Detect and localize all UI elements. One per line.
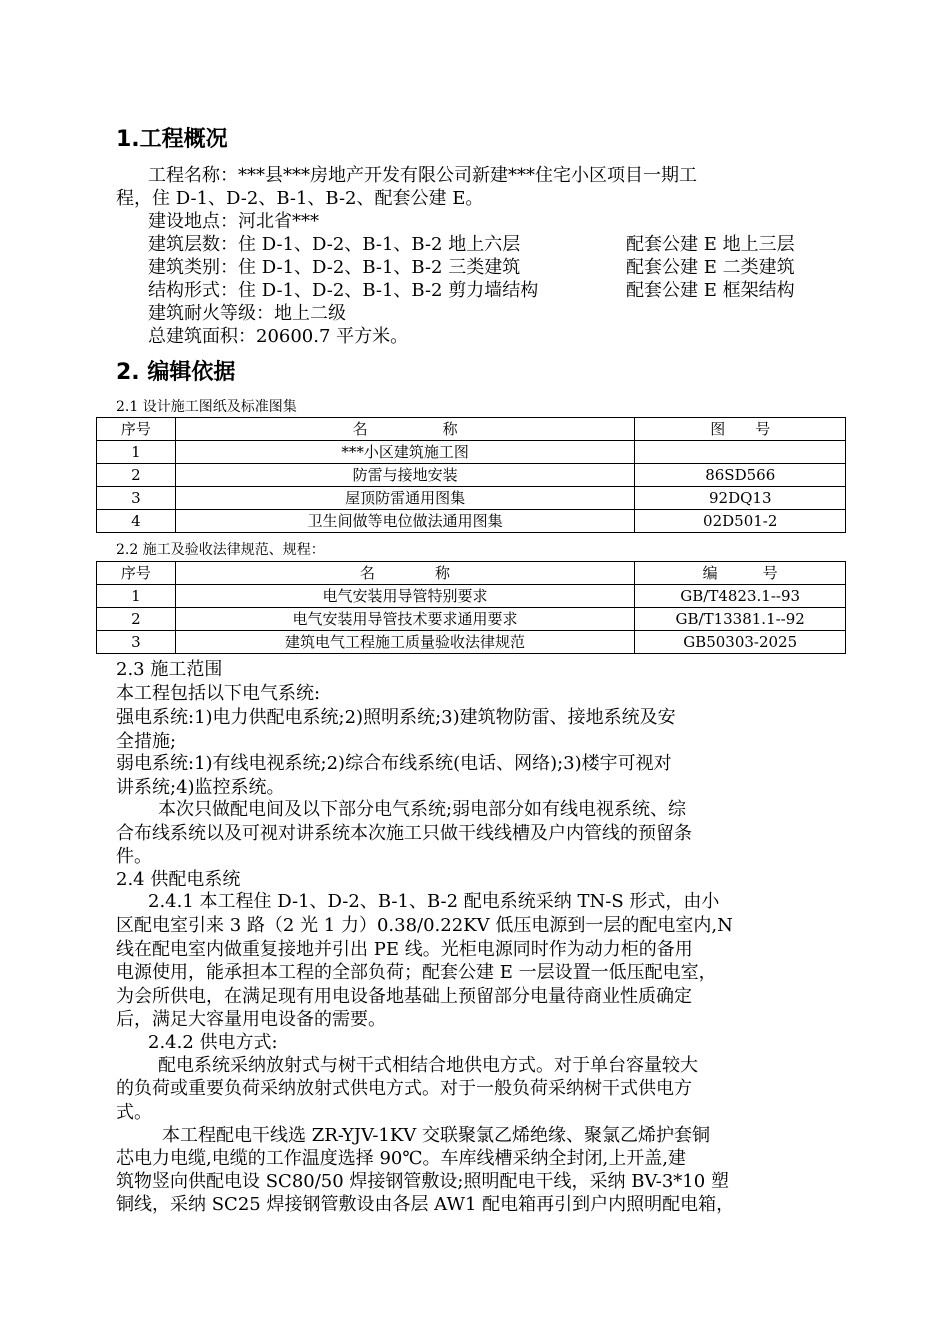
fire-rating-line: 建筑耐火等级：地上二级 bbox=[148, 303, 346, 324]
cell: 3 bbox=[97, 631, 176, 654]
cell: 建筑电气工程施工质量验收法律规范 bbox=[175, 631, 635, 654]
scope-line-1: 本工程包括以下电气系统: bbox=[116, 683, 321, 704]
table-row bbox=[97, 487, 846, 510]
header-cell: 编 号 bbox=[635, 562, 846, 585]
scope-line-4: 弱电系统:1)有线电视系统;2)综合布线系统(电话、网络);3)楼宇可视对 bbox=[116, 753, 672, 774]
supply-243-line-4: 铜线，采纳 SC25 焊接钢管敷设由各层 AW1 配电箱再引到户内照明配电箱， bbox=[116, 1194, 735, 1215]
cell: 4 bbox=[97, 510, 176, 533]
section-2-title: 2. 编辑依据 bbox=[116, 360, 236, 385]
cell: 1 bbox=[97, 441, 176, 464]
table-header-row bbox=[97, 418, 846, 441]
header-cell: 名 称 bbox=[175, 562, 635, 585]
scope-line-3: 全措施; bbox=[116, 731, 177, 752]
supply-241-line-6: 后，满足大容量用电设备的需要。 bbox=[116, 1009, 386, 1030]
total-area-line: 总建筑面积：20600.7 平方米。 bbox=[148, 326, 409, 347]
header-cell: 名 称 bbox=[175, 418, 635, 441]
supply-242-line-1: 配电系统采纳放射式与树干式相结合地供电方式。对于单台容量较大 bbox=[158, 1055, 698, 1076]
table-row bbox=[97, 585, 846, 608]
cell: ***小区建筑施工图 bbox=[175, 441, 635, 464]
cell: GB/T13381.1--92 bbox=[635, 608, 846, 631]
category-public: 配套公建 E 二类建筑 bbox=[626, 257, 795, 278]
supply-241-line-4: 电源使用，能承担本工程的全部负荷；配套公建 E 一层设置一低压配电室， bbox=[116, 962, 717, 983]
header-cell: 序号 bbox=[97, 562, 176, 585]
structure-public: 配套公建 E 框架结构 bbox=[626, 280, 795, 301]
category-line bbox=[148, 256, 872, 279]
cell: 3 bbox=[97, 487, 176, 510]
supply-241-line-2: 区配电室引来 3 路（2 光 1 力）0.38/0.22KV 低压电源到一层的配电室内,N bbox=[116, 915, 733, 936]
supply-241-line-1: 2.4.1 本工程住 D-1、D-2、B-1、B-2 配电系统采纳 TN-S 形式，由小 bbox=[148, 891, 720, 912]
cell: 防雷与接地安装 bbox=[175, 464, 635, 487]
floors-residential: 建筑层数：住 D-1、D-2、B-1、B-2 地上六层 bbox=[148, 234, 521, 255]
project-name-line-2: 程，住 D-1、D-2、B-1、B-2、配套公建 E。 bbox=[116, 188, 484, 209]
cell: 02D501-2 bbox=[635, 510, 846, 533]
table-row bbox=[97, 441, 846, 464]
cell: 1 bbox=[97, 585, 176, 608]
header-cell: 序号 bbox=[97, 418, 176, 441]
standards-table bbox=[96, 561, 846, 654]
cell: GB50303-2025 bbox=[635, 631, 846, 654]
drawings-table bbox=[96, 417, 846, 533]
table-row bbox=[97, 510, 846, 533]
cell: 电气安装用导管特别要求 bbox=[175, 585, 635, 608]
scope-line-7: 合布线系统以及可视对讲系统本次施工只做干线线槽及户内管线的预留条 bbox=[116, 823, 692, 844]
table-row bbox=[97, 464, 846, 487]
cell: 86SD566 bbox=[635, 464, 846, 487]
scope-line-2: 强电系统:1)电力供配电系统;2)照明系统;3)建筑物防雷、接地系统及安 bbox=[116, 707, 676, 728]
cell: 卫生间做等电位做法通用图集 bbox=[175, 510, 635, 533]
table-row bbox=[97, 608, 846, 631]
supply-242-line-2: 的负荷或重要负荷采纳放射式供电方式。对于一般负荷采纳树干式供电方 bbox=[116, 1078, 692, 1099]
site-line: 建设地点：河北省*** bbox=[148, 211, 319, 232]
floors-line bbox=[148, 233, 872, 256]
supply-243-line-2: 芯电力电缆,电缆的工作温度选择 90℃。车库线槽采纳全封闭,上开盖,建 bbox=[116, 1148, 686, 1169]
supply-title: 2.4 供配电系统 bbox=[116, 869, 241, 890]
scope-title: 2.3 施工范围 bbox=[116, 659, 223, 680]
supply-243-line-3: 筑物竖向供配电设 SC80/50 焊接钢管敷设;照明配电干线，采纳 BV-3*10 塑 bbox=[116, 1171, 729, 1192]
structure-residential: 结构形式：住 D-1、D-2、B-1、B-2 剪力墙结构 bbox=[148, 280, 539, 301]
supply-242-line-3: 式。 bbox=[116, 1102, 152, 1123]
scope-line-5: 讲系统;4)监控系统。 bbox=[116, 777, 285, 798]
floors-public: 配套公建 E 地上三层 bbox=[626, 234, 795, 255]
supply-242-title: 2.4.2 供电方式: bbox=[148, 1032, 278, 1053]
cell: 2 bbox=[97, 608, 176, 631]
cell: 电气安装用导管技术要求通用要求 bbox=[175, 608, 635, 631]
supply-241-line-3: 线在配电室内做重复接地并引出 PE 线。光柜电源同时作为动力柜的备用 bbox=[116, 939, 693, 960]
scope-line-6: 本次只做配电间及以下部分电气系统;弱电部分如有线电视系统、综 bbox=[158, 799, 687, 820]
cell: 2 bbox=[97, 464, 176, 487]
scope-line-8: 件。 bbox=[116, 846, 152, 867]
project-name-line-1: 工程名称：***县***房地产开发有限公司新建***住宅小区项目一期工 bbox=[148, 165, 697, 186]
structure-line bbox=[148, 279, 872, 302]
section-1-title: 1.工程概况 bbox=[116, 127, 228, 152]
cell bbox=[635, 441, 846, 464]
table-header-row bbox=[97, 562, 846, 585]
supply-241-line-5: 为会所供电，在满足现有用电设备地基础上预留部分电量待商业性质确定 bbox=[116, 986, 692, 1007]
cell: 92DQ13 bbox=[635, 487, 846, 510]
table-row bbox=[97, 631, 846, 654]
supply-243-line-1: 本工程配电干线选 ZR-YJV-1KV 交联聚氯乙烯绝缘、聚氯乙烯护套铜 bbox=[162, 1125, 711, 1146]
category-residential: 建筑类别：住 D-1、D-2、B-1、B-2 三类建筑 bbox=[148, 257, 521, 278]
cell: GB/T4823.1--93 bbox=[635, 585, 846, 608]
cell: 屋顶防雷通用图集 bbox=[175, 487, 635, 510]
table-2-caption: 2.2 施工及验收法律规范、规程： bbox=[116, 542, 325, 558]
table-1-caption: 2.1 设计施工图纸及标准图集 bbox=[116, 399, 297, 415]
header-cell: 图 号 bbox=[635, 418, 846, 441]
